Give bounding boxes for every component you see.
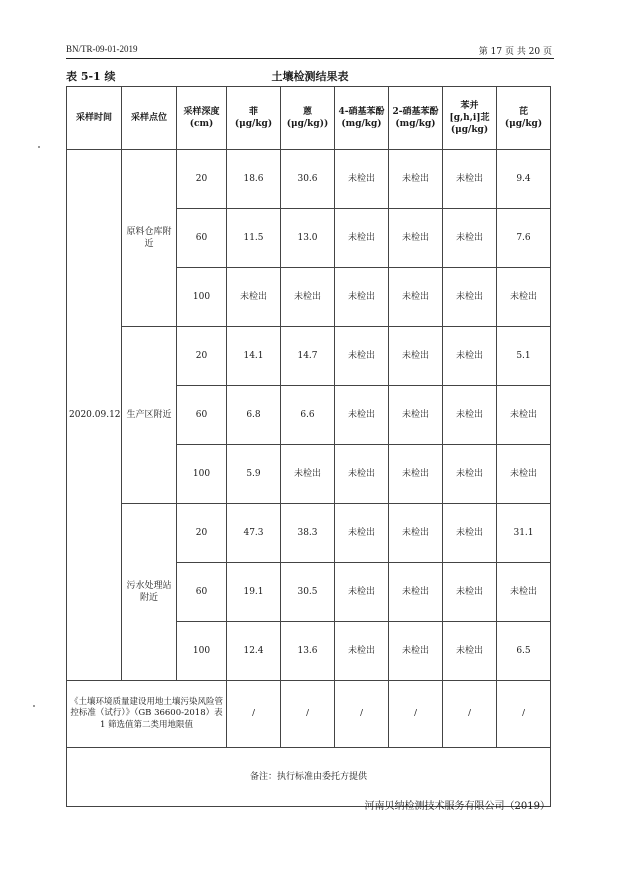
result-cell: 19.1 [227,563,281,622]
result-cell: 未检出 [443,504,497,563]
depth-cell: 100 [177,268,227,327]
table-row [67,504,551,563]
col-header: 采样时间 [67,87,122,150]
result-cell: 未检出 [389,150,443,209]
standard-row [67,681,551,748]
scan-speck [33,705,35,707]
result-cell: 未检出 [281,268,335,327]
depth-cell: 60 [177,386,227,445]
result-cell: 未检出 [443,563,497,622]
standard-limit-cell: / [443,681,497,748]
result-cell: 13.0 [281,209,335,268]
result-cell: 未检出 [497,445,551,504]
result-cell: 18.6 [227,150,281,209]
result-cell: 38.3 [281,504,335,563]
header-divider [66,58,554,59]
result-cell: 31.1 [497,504,551,563]
result-cell: 未检出 [335,150,389,209]
depth-cell: 20 [177,150,227,209]
result-cell: 未检出 [281,445,335,504]
result-cell: 未检出 [497,563,551,622]
result-cell: 14.7 [281,327,335,386]
col-header: 菲 (μg/kg) [227,87,281,150]
col-header: 蒽 (μg/kg)) [281,87,335,150]
col-header: 采样点位 [122,87,177,150]
depth-cell: 60 [177,209,227,268]
standard-limit-cell: / [227,681,281,748]
depth-cell: 60 [177,563,227,622]
result-cell: 未检出 [497,268,551,327]
result-cell: 未检出 [389,268,443,327]
result-cell: 未检出 [443,386,497,445]
company-footer: 河南贝纳检测技术服务有限公司（2019） [364,801,550,812]
result-cell: 13.6 [281,622,335,681]
result-cell: 6.5 [497,622,551,681]
standard-limit-cell: / [335,681,389,748]
page-indicator: 第 17 页 共 20 页 [478,47,552,57]
result-cell: 6.8 [227,386,281,445]
document-number: BN/TR-09-01-2019 [66,44,138,54]
table-row [67,150,551,209]
result-cell: 6.6 [281,386,335,445]
result-cell: 未检出 [389,327,443,386]
result-cell: 未检出 [335,268,389,327]
result-cell: 未检出 [443,150,497,209]
sampling-site-cell: 生产区附近 [122,327,177,504]
depth-cell: 100 [177,622,227,681]
result-cell: 未检出 [335,563,389,622]
result-cell: 5.1 [497,327,551,386]
result-cell: 未检出 [443,209,497,268]
depth-cell: 100 [177,445,227,504]
result-cell: 未检出 [443,327,497,386]
result-cell: 30.5 [281,563,335,622]
depth-cell: 20 [177,504,227,563]
result-cell: 未检出 [227,268,281,327]
result-cell: 9.4 [497,150,551,209]
soil-results-table [66,86,551,807]
result-cell: 未检出 [389,209,443,268]
result-cell: 30.6 [281,150,335,209]
result-cell: 未检出 [335,622,389,681]
result-cell: 47.3 [227,504,281,563]
note-cell: 备注：执行标准由委托方提供 [67,748,551,807]
table-caption: 表 5-1 续 [66,70,116,83]
result-cell: 未检出 [389,504,443,563]
result-cell: 未检出 [335,386,389,445]
result-cell: 未检出 [335,209,389,268]
result-cell: 未检出 [389,386,443,445]
result-cell: 7.6 [497,209,551,268]
result-cell: 未检出 [443,268,497,327]
result-cell: 12.4 [227,622,281,681]
result-cell: 未检出 [497,386,551,445]
sampling-site-cell: 污水处理站附近 [122,504,177,681]
result-cell: 未检出 [335,504,389,563]
depth-cell: 20 [177,327,227,386]
col-header: 苯并[g,h,i]苝(μg/kg) [443,87,497,150]
result-cell: 未检出 [443,622,497,681]
col-header: 2-硝基苯酚 (mg/kg) [389,87,443,150]
sampling-site-cell: 原料仓库附近 [122,150,177,327]
table-row [67,327,551,386]
result-cell: 未检出 [389,563,443,622]
result-cell: 未检出 [335,445,389,504]
col-header: 芘 (μg/kg) [497,87,551,150]
standard-label-cell: 《土壤环境质量建设用地土壤污染风险管控标准（试行）》（GB 36600-2018）表 1 筛选值第二类用地限值 [67,681,227,748]
result-cell: 未检出 [389,445,443,504]
sampling-date-cell: 2020.09.12 [67,150,122,681]
result-cell: 5.9 [227,445,281,504]
col-header: 4-硝基苯酚 (mg/kg) [335,87,389,150]
result-cell: 14.1 [227,327,281,386]
result-cell: 未检出 [335,327,389,386]
standard-limit-cell: / [389,681,443,748]
result-cell: 未检出 [389,622,443,681]
col-header: 采样深度 (cm) [177,87,227,150]
header-row [67,87,551,150]
result-cell: 11.5 [227,209,281,268]
scan-speck [38,146,40,148]
standard-limit-cell: / [497,681,551,748]
table-title: 土壤检测结果表 [271,70,349,83]
result-cell: 未检出 [443,445,497,504]
standard-limit-cell: / [281,681,335,748]
